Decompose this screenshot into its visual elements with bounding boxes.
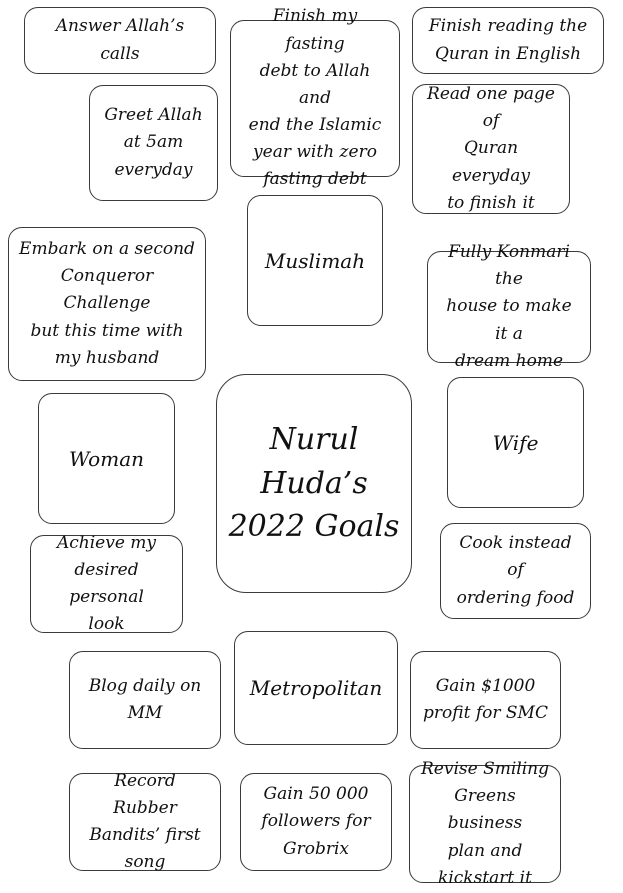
category-metropolitan — [234, 631, 398, 745]
goal-answer-allahs-calls — [24, 7, 216, 74]
goal-text: Answer Allah’s calls — [55, 16, 185, 64]
goal-text: Finish reading the Quran in English — [428, 16, 588, 64]
category-label: Metropolitan — [249, 676, 383, 700]
goal-text: Record Rubber Bandits’ first song — [89, 770, 201, 873]
goal-text: Cook instead of ordering food — [456, 533, 575, 608]
goal-finish-fasting-debt — [230, 6, 400, 190]
goal-greet-allah-5am — [89, 85, 218, 201]
goal-text: Revise Smiling Greens business plan and kickstart it — [421, 759, 549, 888]
page-title: Nurul Huda’s 2022 Goals — [228, 422, 400, 545]
category-label: Muslimah — [264, 248, 366, 273]
goal-conqueror-challenge — [8, 227, 206, 381]
center-title — [216, 374, 412, 593]
goal-smiling-greens-plan — [409, 759, 561, 888]
goal-cook-instead — [440, 523, 591, 619]
goal-text: Embark on a second Conqueror Challenge but this time with my husband — [19, 239, 195, 368]
goal-text: Gain $1000 profit for SMC — [423, 675, 548, 723]
category-label: Wife — [492, 430, 539, 455]
goal-konmari-house — [427, 242, 591, 371]
goal-blog-daily — [69, 651, 221, 749]
goal-rubber-bandits-song — [69, 770, 221, 873]
category-label: Woman — [68, 446, 144, 471]
category-woman — [38, 393, 175, 524]
goal-text: Achieve my desired personal look — [56, 532, 157, 635]
goal-personal-look — [30, 532, 183, 635]
goal-text: Greet Allah at 5am everyday — [104, 105, 203, 180]
category-muslimah — [247, 195, 383, 326]
goal-smc-profit — [410, 651, 561, 749]
goal-read-one-page-quran — [412, 84, 570, 214]
goal-grobrix-followers — [240, 773, 392, 871]
goal-text: Finish my fasting debt to Allah and end the Islamic year with zero fasting debt — [248, 6, 382, 190]
goal-text: Blog daily on MM — [88, 675, 202, 723]
goal-text: Fully Konmari the house to make it a dream home — [446, 242, 572, 371]
goal-text: Gain 50 000 followers for Grobrix — [261, 784, 371, 859]
goal-finish-quran-english — [412, 7, 604, 74]
goal-text: Read one page of Quran everyday to finish it — [427, 84, 555, 213]
category-wife — [447, 377, 584, 508]
